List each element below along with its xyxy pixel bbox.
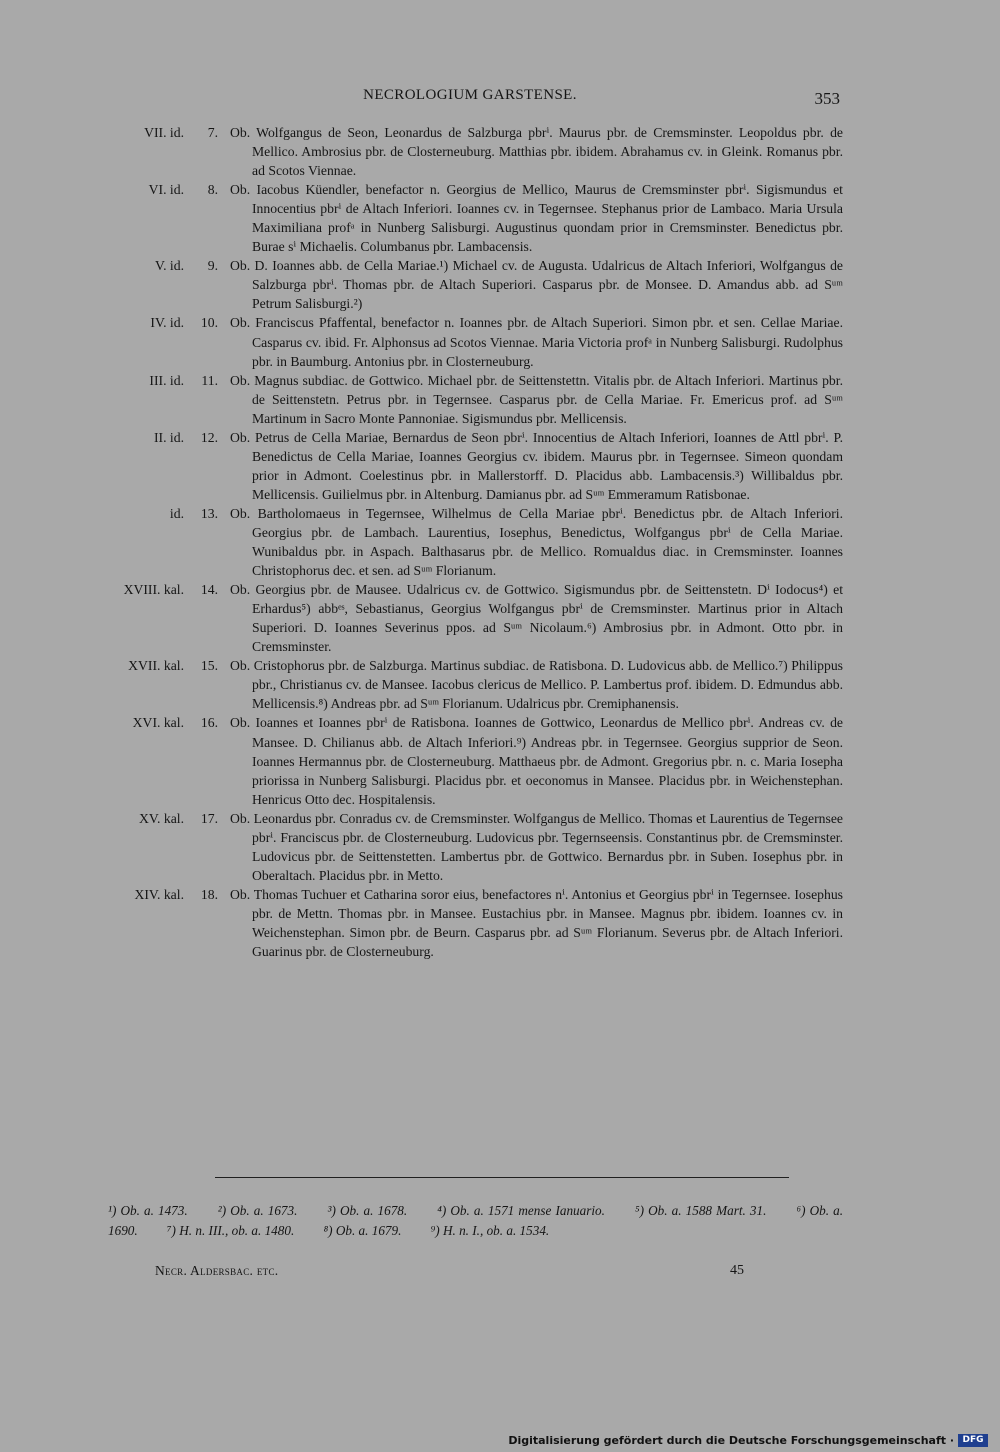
day-number: 7. (207, 125, 218, 140)
dfg-logo-icon: DFG (958, 1434, 988, 1447)
funding-text: Digitalisierung gefördert durch die Deutsche Forschungsgemeinschaft · (508, 1434, 954, 1447)
day-number: 13. (200, 505, 218, 521)
entry-text: Ob. Thomas Tuchuer et Catharina soror eius, benefactores nⁱ. Antonius et Georgius pbrⁱ in Tegernsee. Iosephus pbr. de Mettn. Thomas pbr. in Mansee. Eustachius pbr. in Mansee. Magnus pbr. ibidem. Ioannes cv. in Weichenstephan. Simon pbr. de Beurn. Casparus pbr. ad Sᵘᵐ Florianum. Severus pbr. de Altach Inferiori. Guarinus pbr. de Closterneuburg. (230, 886, 843, 960)
roman-date: XVI. kal. (132, 715, 184, 731)
entry-row (108, 809, 843, 885)
footnote: ⁷) H. n. III., ob. a. 1480. (166, 1223, 295, 1238)
roman-date: id. (169, 505, 184, 521)
footnote: ³) Ob. a. 1678. (327, 1203, 408, 1218)
entry-row (108, 713, 843, 808)
entry-text: Ob. D. Ioannes abb. de Cella Mariae.¹) Michael cv. de Augusta. Udalricus de Altach Inferiori, Wolfgangus de Salzburga pbrⁱ. Thomas pbr. de Altach Superiori. Casparus pbr. de Monsee. D. Amandus abb. ad Sᵘᵐ Petrum Salisburgi.²) (230, 258, 843, 312)
day-number: 18. (200, 886, 218, 902)
roman-date: III. id. (149, 372, 184, 388)
footnote: ⁵) Ob. a. 1588 Mart. 31. (635, 1203, 767, 1218)
roman-date: VI. id. (148, 182, 184, 198)
entry-text: Ob. Petrus de Cella Mariae, Bernardus de Seon pbrⁱ. Innocentius de Altach Inferiori, Ioannes de Attl pbrⁱ. P. Benedictus de Cella Mariae, Ioannes Georgius cv. ibidem. Maurus pbr. in Tegernsee. Simeon quondam prior in Admont. Coelestinus pbr. in Mallerstorff. D. Placidus abb. Lambacensis.³) Willibaldus pbr. Mellicensis. Guilielmus pbr. in Altenburg. Damianus pbr. ad Sᵘᵐ Emmeramum Ratisbonae. (230, 429, 843, 502)
roman-date: XV. kal. (139, 810, 184, 826)
day-number: 8. (207, 182, 218, 198)
day-number: 16. (200, 715, 218, 731)
footnote: ⁴) Ob. a. 1571 mense Ianuario. (437, 1203, 605, 1218)
roman-date: V. id. (154, 258, 184, 274)
entry-row (108, 313, 843, 370)
entry-row (108, 180, 843, 256)
roman-date: II. id. (153, 429, 184, 445)
roman-date: XIV. kal. (134, 886, 184, 902)
signature-mark: Necr. Aldersbac. etc. (155, 1263, 279, 1278)
entry-text: Ob. Iacobus Küendler, benefactor n. Georgius de Mellico, Maurus de Cremsminster pbrⁱ. Sigismundus et Innocentius pbrⁱ de Altach Inferiori. Ioannes cv. in Tegernsee. Stephanus prior de Lambaco. Maria Ursula Maximiliana profᵃ in Nunberg Salisburgi. Augustinus quondam prior in Cremsminster. Benedictus pbr. Burae sⁱ Michaelis. Columbanus pbr. Lambacensis. (230, 182, 843, 255)
day-number: 11. (201, 372, 218, 388)
roman-date: XVII. kal. (128, 658, 184, 674)
entry-text: Ob. Leonardus pbr. Conradus cv. de Cremsminster. Wolfgangus de Mellico. Thomas et Laurentius de Tegernsee pbrⁱ. Franciscus pbr. de Closterneuburg. Ludovicus pbr. Tegernseensis. Constantinus pbr. de Cremsminster. Ludovicus pbr. de Seittenstetten. Lambertus pbr. de Gottwico. Bernardus pbr. in Suben. Iosephus pbr. in Oberaltach. Placidus pbr. in Metto. (230, 810, 843, 883)
funding-bar (508, 1434, 988, 1447)
entry-row (108, 504, 843, 580)
entry-row (108, 885, 843, 961)
entry-row (108, 580, 843, 656)
roman-date: VII. id. (144, 125, 184, 140)
footnote: ²) Ob. a. 1673. (217, 1203, 298, 1218)
entry-row (108, 123, 843, 180)
footnote: ⁹) H. n. I., ob. a. 1534. (430, 1223, 550, 1238)
day-number: 15. (200, 658, 218, 674)
entry-text: Ob. Ioannes et Ioannes pbrⁱ de Ratisbona. Ioannes de Gottwico, Leonardus de Mellico pbrⁱ. Andreas cv. de Mansee. D. Chilianus abb. de Altach Inferiori.⁹) Andreas pbr. in Tegernsee. Georgius supprior de Seon. Ioannes Hermannus pbr. de Closterneuburg. Matthaeus pbr. de Admont. Gregorius pbr. n. c. Maria Iosepha priorissa in Nunberg Salisburgi. Placidus pbr. et oeconomus in Mansee. Placidus pbr. in Weichenstephan. Henricus Otto dec. Hospitalensis. (230, 715, 843, 807)
entry-row (108, 256, 843, 313)
day-number: 12. (200, 429, 218, 445)
roman-date: XVIII. kal. (123, 582, 184, 598)
entry-text: Ob. Magnus subdiac. de Gottwico. Michael pbr. de Seittenstettn. Vitalis pbr. de Altach Inferiori. Martinus pbr. de Seittenstetn. Petrus pbr. in Tegernsee. Casparus pbr. de Cella Mariae. Fr. Emericus prof. ad Sᵘᵐ Martinum in Sacro Monte Pannoniae. Sigismundus pbr. Mellicensis. (230, 372, 843, 426)
entry-text: Ob. Franciscus Pfaffental, benefactor n. Ioannes pbr. de Altach Superiori. Simon pbr. et sen. Cellae Mariae. Casparus cv. ibid. Fr. Alphonsus ad Scotos Viennae. Maria Victoria profᵃ in Nunberg Salisburgi. Rudolphus pbr. in Baumburg. Antonius pbr. in Closterneuburg. (230, 315, 843, 369)
entry-text: Ob. Bartholomaeus in Tegernsee, Wilhelmus de Cella Mariae pbrⁱ. Benedictus pbr. de Altach Inferiori. Georgius pbr. de Lambach. Laurentius, Iosephus, Benedictus, Wolfgangus pbrⁱ de Cella Mariae. Wunibaldus pbr. in Aspach. Balthasarus pbr. de Mellico. Romualdus diac. in Cremsminster. Ioannes Christophorus dec. et sen. ad Sᵘᵐ Florianum. (230, 505, 843, 579)
day-number: 17. (200, 810, 218, 826)
day-number: 9. (207, 258, 218, 274)
page-number: 353 (814, 89, 840, 108)
entry-row (108, 371, 843, 428)
entry-row (108, 428, 843, 504)
entry-text: Ob. Georgius pbr. de Mausee. Udalricus cv. de Gottwico. Sigismundus pbr. de Seittenstetn. Dⁱ Iodocus⁴) et Erhardus⁵) abbᵉˢ, Sebastianus, Georgius Wolfgangus pbrⁱ de Cremsminster. Martinus prior in Altach Superiori. D. Ioannes Severinus ppos. ad Sᵘᵐ Nicolaum.⁶) Ambrosius pbr. in Admont. Otto pbr. in Cremsminster. (230, 582, 843, 655)
sheet-number: 45 (730, 1263, 744, 1278)
footnote: ⁶) Ob. a. 1690. (108, 1203, 843, 1238)
roman-date: IV. id. (150, 315, 184, 331)
entry-row (108, 656, 843, 713)
day-number: 14. (200, 582, 218, 598)
entry-text: Ob. Cristophorus pbr. de Salzburga. Martinus subdiac. de Ratisbona. D. Ludovicus abb. de Mellico.⁷) Philippus pbr., Christianus cv. de Mansee. Iacobus clericus de Mellico. P. Lambertus prof. ibidem. D. Edmundus abb. Mellicensis.⁸) Andreas pbr. ad Sᵘᵐ Florianum. Udalricus pbr. Cremiphanensis. (230, 658, 843, 712)
footnotes (108, 1201, 843, 1241)
entry-text: Ob. Wolfgangus de Seon, Leonardus de Salzburga pbrⁱ. Maurus pbr. de Cremsminster. Leopoldus pbr. de Mellico. Ambrosius pbr. de Closterneuburg. Matthias pbr. ibidem. Abrahamus cv. in Gleink. Romanus pbr. ad Scotos Viennae. (230, 125, 843, 179)
header-title: NECROLOGIUM GARSTENSE. (363, 87, 577, 103)
footnote-divider (215, 1177, 789, 1178)
footnote: ¹) Ob. a. 1473. (108, 1203, 188, 1218)
necrology-entries (108, 123, 843, 961)
day-number: 10. (200, 315, 218, 331)
footnote: ⁸) Ob. a. 1679. (323, 1223, 402, 1238)
